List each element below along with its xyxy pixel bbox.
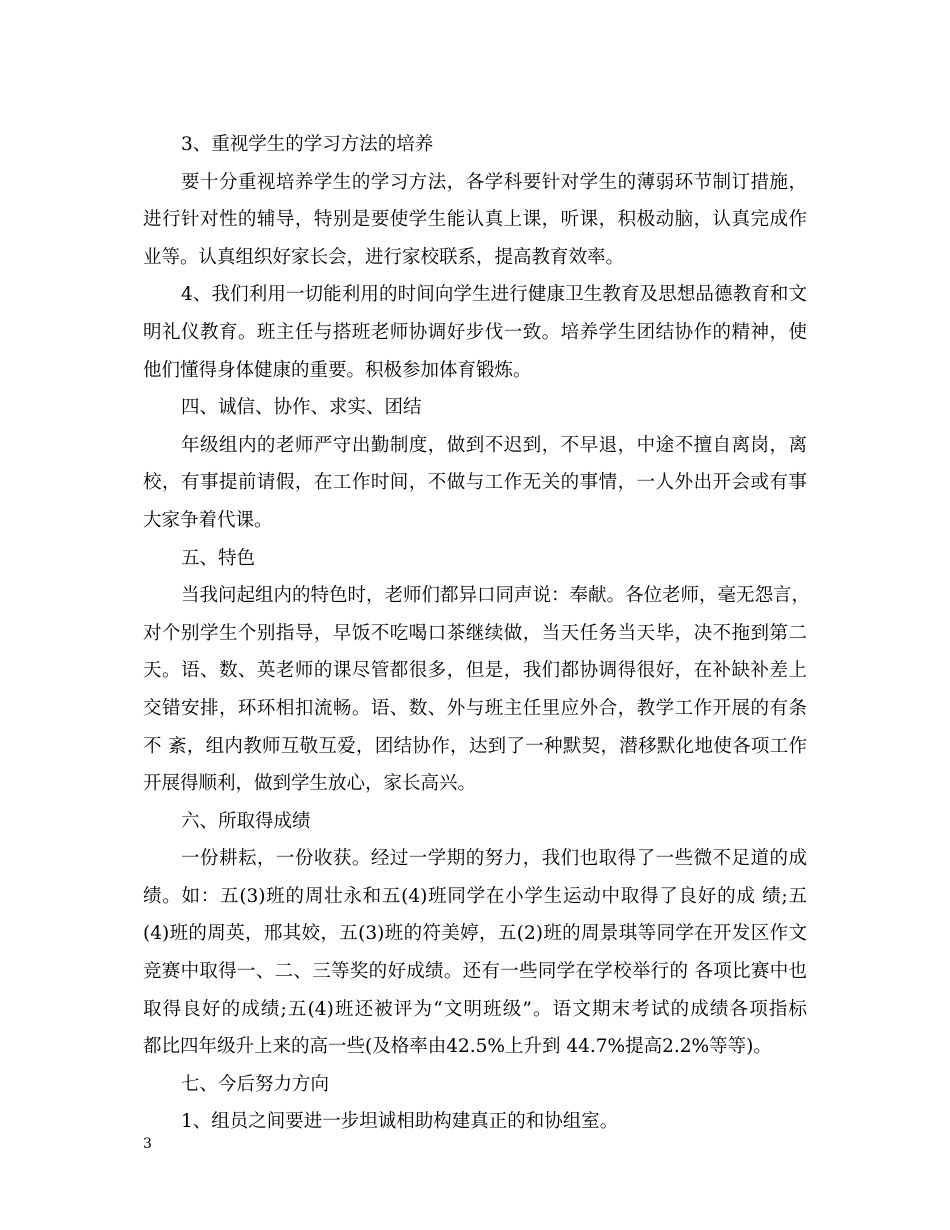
text-line: 竞赛中取得一、二、三等奖的好成绩。还有一些同学在学校举行的 各项比赛中也 bbox=[143, 961, 807, 983]
text-line: 取得良好的成绩;五(4)班还被评为“文明班级”。语文期末考试的成绩各项指标 bbox=[143, 998, 807, 1020]
text-line: 校，有事提前请假，在工作时间，不做与工作无关的事情，一人外出开会或有事 bbox=[143, 472, 807, 494]
text-line: 一份耕耘，一份收获。经过一学期的努力，我们也取得了一些微不足道的成 bbox=[181, 848, 807, 870]
document-body bbox=[143, 126, 811, 1141]
section-heading-line: 七、今后努力方向 bbox=[181, 1073, 330, 1095]
section-heading-line: 五、特色 bbox=[181, 547, 256, 569]
text-line: 都比四年级升上来的高一些(及格率由42.5%上升到 44.7%提高2.2%等等)。 bbox=[143, 1036, 772, 1058]
page-number: 3 bbox=[143, 1136, 152, 1152]
text-line: 年级组内的老师严守出勤制度，做到不迟到，不早退，中途不擅自离岗，离 bbox=[181, 434, 807, 456]
text-line: 不 紊，组内教师互敬互爱，团结协作，达到了一种默契，潜移默化地使各项工作 bbox=[143, 735, 807, 757]
text-line: 绩。如：五(3)班的周壮永和五(4)班同学在小学生运动中取得了良好的成 绩;五 bbox=[143, 885, 807, 907]
section-heading-line: 1、组员之间要进一步坦诚相助构建真正的和协组室。 bbox=[181, 1111, 619, 1133]
text-line: 进行针对性的辅导，特别是要使学生能认真上课，听课，积极动脑，认真完成作 bbox=[143, 209, 807, 231]
section-heading-line: 3、重视学生的学习方法的培养 bbox=[181, 134, 434, 155]
text-line: 大家争着代课。 bbox=[143, 509, 273, 531]
text-line: 开展得顺利，做到学生放心，家长高兴。 bbox=[143, 773, 477, 795]
text-line: 明礼仪教育。班主任与搭班老师协调好步伐一致。培养学生团结协作的精神，使 bbox=[143, 321, 807, 343]
section-heading-line: 六、所取得成绩 bbox=[181, 810, 311, 832]
text-line: 4、我们利用一切能利用的时间向学生进行健康卫生教育及思想品德教育和文 bbox=[181, 284, 807, 306]
text-line: 交错安排，环环相扣流畅。语、数、外与班主任里应外合，教学工作开展的有条 bbox=[143, 697, 807, 719]
text-line: 当我问起组内的特色时，老师们都异口同声说：奉献。各位老师，毫无怨言， bbox=[181, 585, 811, 607]
text-line: (4)班的周英，邢其姣，五(3)班的符美婷，五(2)班的周景琪等同学在开发区作文 bbox=[143, 923, 807, 945]
text-line: 业等。认真组织好家长会，进行家校联系，提高教育效率。 bbox=[143, 246, 625, 268]
text-line: 要十分重视培养学生的学习方法，各学科要针对学生的薄弱环节制订措施， bbox=[181, 171, 807, 193]
text-line: 对个别学生个别指导，早饭不吃喝口茶继续做，当天任务当天毕，决不拖到第二 bbox=[143, 622, 807, 644]
text-line: 他们懂得身体健康的重要。积极参加体育锻炼。 bbox=[143, 359, 532, 381]
section-heading-line: 四、诚信、协作、求实、团结 bbox=[181, 397, 422, 419]
text-line: 天。语、数、英老师的课尽管都很多，但是，我们都协调得很好，在补缺补差上 bbox=[143, 660, 807, 682]
